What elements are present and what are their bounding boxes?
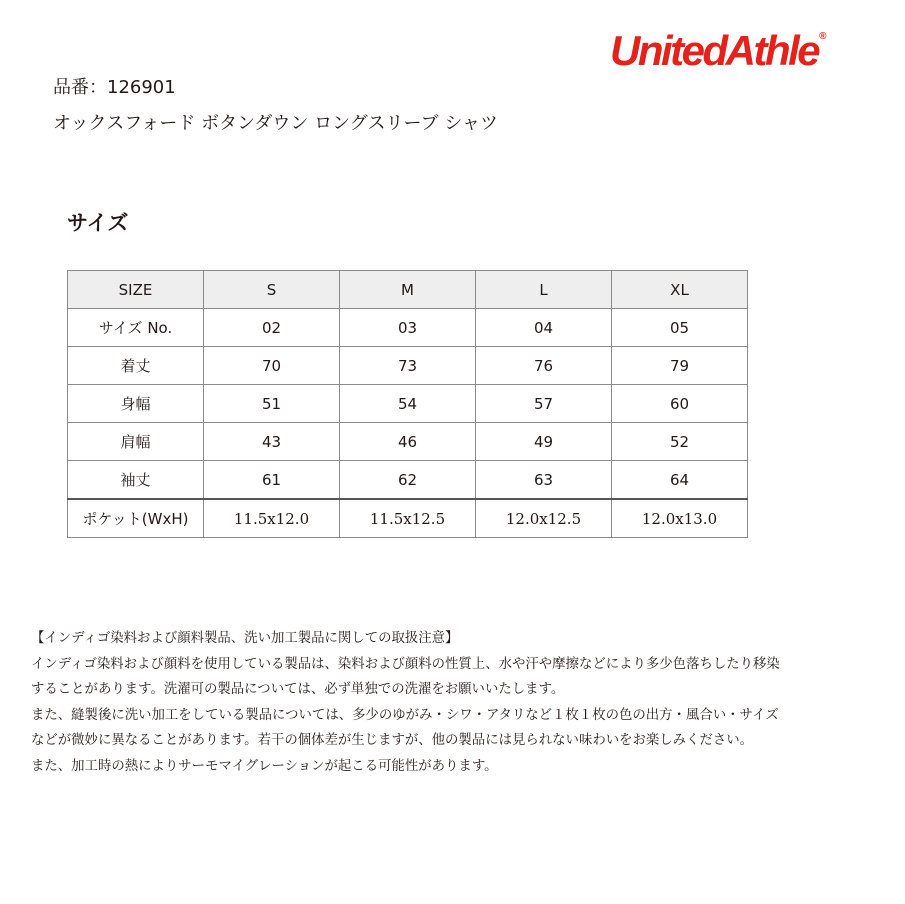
table-cell: 61: [204, 461, 340, 500]
table-cell: 11.5x12.5: [340, 499, 476, 538]
size-section-title: サイズ: [67, 211, 129, 235]
table-cell: 49: [476, 423, 612, 461]
table-cell: 05: [612, 309, 748, 347]
table-cell: 64: [612, 461, 748, 500]
registered-mark: ®: [819, 31, 827, 42]
table-cell: 46: [340, 423, 476, 461]
table-cell: 70: [204, 347, 340, 385]
table-cell: 63: [476, 461, 612, 500]
row-label-pocket: ポケット(WxH): [68, 499, 204, 538]
table-cell: 43: [204, 423, 340, 461]
table-cell: 03: [340, 309, 476, 347]
care-notice: [31, 626, 871, 779]
care-notice-heading: 【インディゴ染料および顔料製品、洗い加工製品に関しての取扱注意】: [31, 631, 459, 646]
table-cell: 11.5x12.0: [204, 499, 340, 538]
row-label-size-number: サイズ No.: [68, 309, 204, 347]
row-label-body-width: 身幅: [68, 385, 204, 423]
care-notice-line: また、縫製後に洗い加工をしている製品については、多少のゆがみ・シワ・アタリなど１枚１枚の色の出方・風合い・サイズ: [31, 707, 779, 723]
table-cell: 62: [340, 461, 476, 500]
care-notice-line: また、加工時の熱によりサーモマイグレーションが起こる可能性があります。: [31, 758, 498, 774]
table-row: [68, 385, 748, 423]
table-row: [68, 347, 748, 385]
table-row: [68, 309, 748, 347]
care-notice-line: などが微妙に異なることがあります。若干の個体差が生じますが、他の製品には見られない味わいをお楽しみください。: [31, 733, 754, 748]
care-notice-line: することがあります。洗濯可の製品については、必ず単独での洗濯をお願いいたします。: [31, 682, 565, 697]
table-row: [68, 461, 748, 500]
size-table-header-row: [68, 271, 748, 309]
size-table: [67, 270, 748, 538]
row-label-body-length: 着丈: [68, 347, 204, 385]
brand-logo-text: UnitedAthle: [610, 27, 819, 74]
table-cell: 02: [204, 309, 340, 347]
table-cell: 57: [476, 385, 612, 423]
table-cell: 76: [476, 347, 612, 385]
row-label-shoulder-width: 肩幅: [68, 423, 204, 461]
table-cell: 73: [340, 347, 476, 385]
table-cell: 60: [612, 385, 748, 423]
table-cell: 12.0x13.0: [612, 499, 748, 538]
size-header-xl: XL: [612, 271, 748, 309]
table-row: [68, 423, 748, 461]
table-cell: 04: [476, 309, 612, 347]
table-row: [68, 499, 748, 538]
size-header-l: L: [476, 271, 612, 309]
table-cell: 51: [204, 385, 340, 423]
row-label-sleeve-length: 袖丈: [68, 461, 204, 500]
table-cell: 52: [612, 423, 748, 461]
table-cell: 12.0x12.5: [476, 499, 612, 538]
size-header-m: M: [340, 271, 476, 309]
table-cell: 54: [340, 385, 476, 423]
table-cell: 79: [612, 347, 748, 385]
size-header-s: S: [204, 271, 340, 309]
product-name: オックスフォード ボタンダウン ロングスリーブ シャツ: [53, 113, 499, 134]
brand-logo: [610, 27, 827, 74]
care-notice-line: インディゴ染料および顔料を使用している製品は、染料および顔料の性質上、水や汗や摩擦などにより多少色落ちしたり移染: [31, 656, 780, 672]
size-header-label: SIZE: [68, 271, 204, 309]
product-number: 品番：126901: [53, 77, 176, 98]
